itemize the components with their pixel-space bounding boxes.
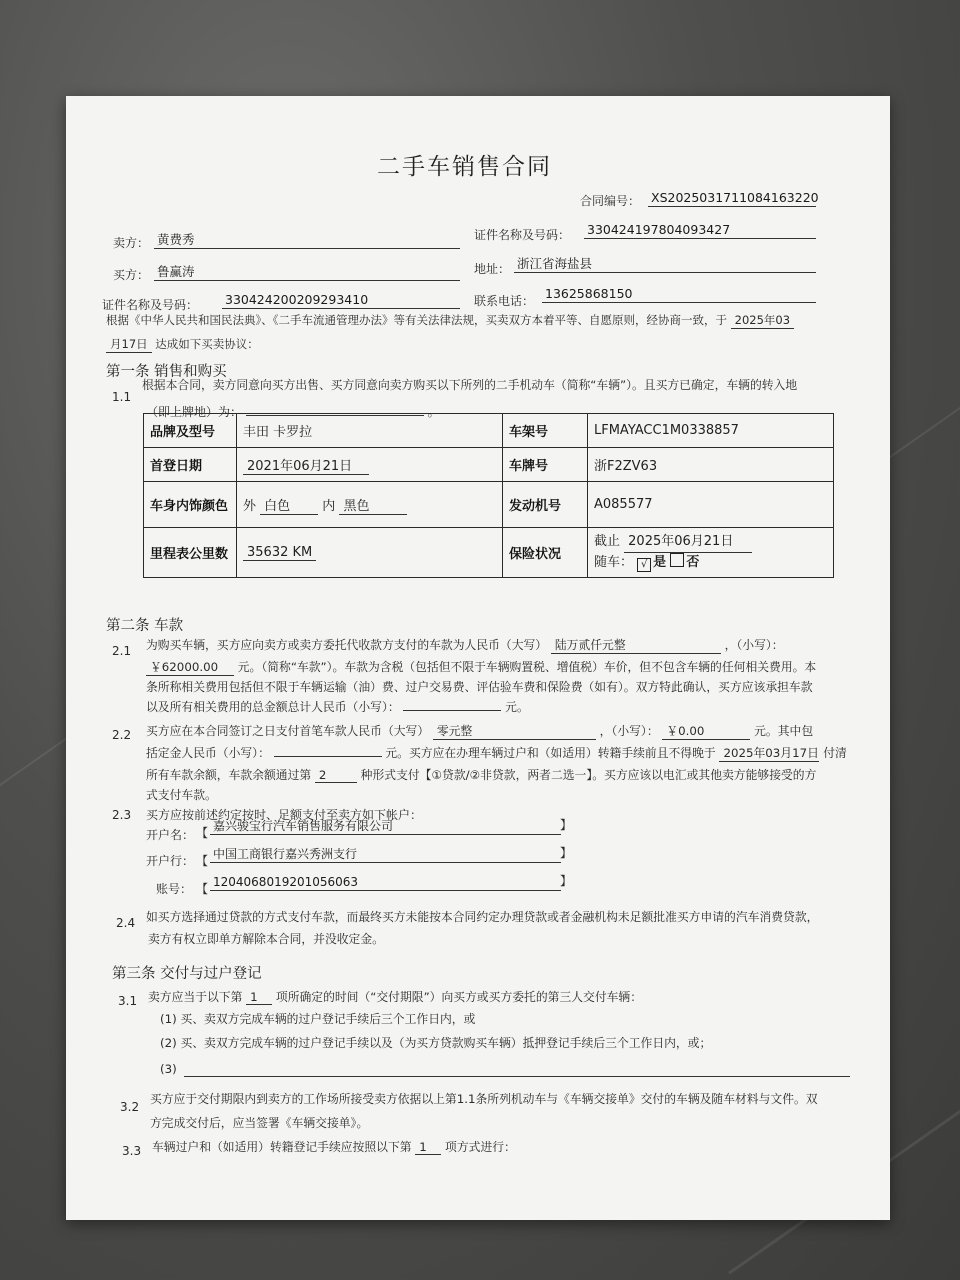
clause-2-3-number: 2.3 xyxy=(112,808,132,822)
plate-value: 浙F2ZV63 xyxy=(588,448,834,482)
mileage-value xyxy=(243,545,316,561)
article3-heading: 第三条 交付与过户登记 xyxy=(112,966,262,982)
price-lower-field: ￥62000.00 xyxy=(146,658,234,676)
brand-value: 丰田 卡罗拉 xyxy=(237,414,503,448)
interior-color: 黑色 xyxy=(339,495,407,515)
exterior-color: 白色 xyxy=(260,495,318,515)
delivery-option-2: (2) 买、卖双方完成车辆的过户登记手续以及（为买方贷款购买车辆）抵押登记手续后三个工作日内，或； xyxy=(160,1036,712,1050)
clause-end: 。 xyxy=(427,405,440,419)
delivery-text: 项所确定的时间（“交付期限”）向买方或买方委托的第三人交付车辆： xyxy=(275,990,643,1004)
clause-2-4-line2: 卖方有权立即单方解除本合同，并没收定金。 xyxy=(148,932,384,946)
plate-label: 车牌号 xyxy=(503,448,588,482)
down-payment-lower: ￥0.00 xyxy=(662,722,750,740)
clause-2-1-number: 2.1 xyxy=(112,644,132,658)
first-registration-label: 首登日期 xyxy=(144,448,237,482)
seller-id-field: 330424197804093427 xyxy=(584,222,816,239)
clause-3-2-number: 3.2 xyxy=(120,1100,140,1114)
bank-close: 】 xyxy=(560,846,573,860)
transfer-method-text: 项方式进行： xyxy=(445,1140,516,1154)
transfer-location-label: （即上牌地）为： xyxy=(146,405,243,419)
clause-3-3-line1 xyxy=(152,1138,516,1155)
account-no-label: 账号： xyxy=(156,882,193,896)
total-fees-label: 以及所有相关费用的总金额总计人民币（小写）： xyxy=(146,700,400,714)
deposit-field xyxy=(274,744,382,757)
first-registration-cell xyxy=(237,448,503,482)
engine-value: A085577 xyxy=(588,482,834,528)
down-payment-upper: 零元整 xyxy=(433,722,596,740)
document-title: 二手车销售合同 xyxy=(377,154,552,180)
vin-value: LFMAYACC1M0338857 xyxy=(588,414,834,448)
clause-2-4-line1: 如买方选择通过贷款的方式支付车款，而最终买方未能按本合同约定办理贷款或者金融机构未足额批准买方申请的汽车消费贷款， xyxy=(146,910,819,924)
clause-2-2-number: 2.2 xyxy=(112,728,132,742)
clause-2-1-line1 xyxy=(146,636,784,654)
payment-method-field: 2 xyxy=(315,768,357,783)
contract-no-field: XS2025031711084163220 xyxy=(648,190,816,207)
color-cell xyxy=(237,482,503,528)
clause-3-3-number: 3.3 xyxy=(122,1144,142,1158)
total-fees-unit: 元。 xyxy=(505,700,529,714)
down-payment-label: 买方应在本合同签订之日支付首笔车款人民币（大写） xyxy=(146,724,430,738)
exterior-prefix: 外 xyxy=(243,498,257,514)
brand-label: 品牌及型号 xyxy=(144,414,237,448)
clause-2-1-line4 xyxy=(146,698,529,715)
vin-label: 车架号 xyxy=(503,414,588,448)
deposit-text: 元。买方应在办理车辆过户和（如适用）转籍手续前且不得晚于 xyxy=(385,746,716,760)
transfer-method-label: 车辆过户和（如适用）转籍登记手续应按照以下第 xyxy=(152,1140,412,1154)
no-checkbox xyxy=(670,553,684,567)
vehicle-info-table xyxy=(143,413,834,578)
table-row xyxy=(144,448,834,482)
delivery-option-1: (1) 买、卖双方完成车辆的过户登记手续后三个工作日内，或 xyxy=(160,1012,476,1026)
insurance-until-date: 2025年06月21日 xyxy=(624,532,752,553)
interior-prefix: 内 xyxy=(322,498,336,514)
clause-2-2-line3 xyxy=(146,766,816,783)
account-name-field: 嘉兴骏宝行汽车销售服务有限公司 xyxy=(210,818,561,835)
price-upper-field: 陆万贰仟元整 xyxy=(551,636,721,654)
insurance-label: 保险状况 xyxy=(503,528,588,578)
clause-3-1-number: 3.1 xyxy=(118,994,138,1008)
clause-2-4-number: 2.4 xyxy=(116,916,136,930)
down-payment-text: 元。其中包 xyxy=(754,724,814,738)
delivery-option-3: (3) xyxy=(160,1062,177,1076)
article2-heading: 第二条 车款 xyxy=(106,618,184,634)
insurance-cell xyxy=(588,528,834,578)
buyer-label: 买方： xyxy=(113,268,150,282)
preamble-line1: 根据《中华人民共和国民法典》、《二手车流通管理办法》等有关法律法规，买卖双方本着平等、自愿原则，经协商一致，于 xyxy=(106,313,727,327)
price-text-2: 元。（简称“车款”）。车款为含税（包括但不限于车辆购置税、增值税）车价，但不包含车辆的任何相关费用。本 xyxy=(237,660,817,674)
contract-no-label: 合同编号： xyxy=(580,194,641,208)
preamble-date-year: 2025年03 xyxy=(731,312,794,329)
preamble-text xyxy=(106,312,794,329)
first-registration-value: 2021年06月21日 xyxy=(243,455,369,475)
account-name-close: 】 xyxy=(560,818,573,832)
contract-page xyxy=(66,96,890,1220)
phone-field: 13625868150 xyxy=(542,286,816,303)
account-no-open: 【 xyxy=(196,882,209,896)
buyer-id-label: 证件名称及号码： xyxy=(102,298,199,312)
mileage-cell xyxy=(237,528,503,578)
seller-name-field: 黄费秀 xyxy=(154,232,460,249)
yes-label: 是 xyxy=(653,555,667,570)
clause-2-3-line1: 买方应按前述约定按时、足额支付至卖方如下帐户： xyxy=(146,808,423,822)
address-field: 浙江省海盐县 xyxy=(514,256,816,273)
mileage-label: 里程表公里数 xyxy=(144,528,237,578)
balance-deadline: 2025年03月17日 xyxy=(719,744,819,762)
seller-id-label: 证件名称及号码： xyxy=(474,228,571,242)
delivery-item-field: 1 xyxy=(246,990,272,1005)
table-row xyxy=(144,414,834,448)
transfer-method-field: 1 xyxy=(415,1140,441,1155)
deposit-label: 括定金人民币（小写）： xyxy=(146,746,270,760)
seller-label: 卖方： xyxy=(113,236,150,250)
price-text: 为购买车辆，买方应向卖方或卖方委托代收款方支付的车款为人民币（大写） xyxy=(146,638,548,652)
mileage-unit: KM xyxy=(292,544,313,560)
preamble-date-day: 月17日 xyxy=(106,336,152,353)
table-row xyxy=(144,528,834,578)
account-name-open: 【 xyxy=(196,826,209,840)
buyer-id-field: 330424200209293410 xyxy=(222,292,460,309)
mileage-number: 35632 xyxy=(247,544,289,560)
account-no-field: 1204068019201056063 xyxy=(210,874,561,891)
clause-2-2-line2 xyxy=(146,744,847,762)
account-no-close: 】 xyxy=(560,874,573,888)
insurance-until-label: 截止 xyxy=(594,534,621,549)
bank-field: 中国工商银行嘉兴秀洲支行 xyxy=(210,846,561,863)
no-label: 否 xyxy=(686,555,700,570)
yes-checkbox: √ xyxy=(637,558,651,572)
article1-heading: 第一条 销售和购买 xyxy=(106,364,227,380)
clause-2-1-line3: 条所称相关费用包括但不限于车辆运输（油）费、过户交易费、评估验车费和保险费（如有）。双方特此确认，买方应该承担车款 xyxy=(146,680,813,694)
clause-3-2-line1: 买方应于交付期限内到卖方的工作场所接受卖方依据以上第1.1条所列机动车与《车辆交接单》交付的车辆及随车材料与文件。双 xyxy=(150,1092,818,1106)
clause-3-1-line1 xyxy=(148,988,642,1005)
total-fees-field xyxy=(403,698,501,711)
with-car-label: 随车： xyxy=(594,555,634,570)
address-label: 地址： xyxy=(474,262,511,276)
buyer-name-field: 鲁赢涛 xyxy=(154,264,460,281)
deposit-text-end: 付清 xyxy=(823,746,847,760)
preamble-line2 xyxy=(106,336,259,353)
down-payment-lower-label: ，（小写）： xyxy=(599,724,659,738)
clause-1-1-number: 1.1 xyxy=(112,390,132,404)
table-row xyxy=(144,482,834,528)
bank-label: 开户行： xyxy=(146,854,195,868)
clause-2-2-line4: 式支付车款。 xyxy=(146,788,217,802)
delivery-item-label: 卖方应当于以下第 xyxy=(148,990,243,1004)
delivery-option-3-field xyxy=(184,1060,850,1077)
price-text-lower-label: ，（小写）： xyxy=(724,638,784,652)
bank-open: 【 xyxy=(196,854,209,868)
clause-3-2-line2: 方完成交付后，应当签署《车辆交接单》。 xyxy=(150,1116,369,1130)
payment-method-label: 所有车款余额，车款余额通过第 xyxy=(146,768,312,782)
phone-label: 联系电话： xyxy=(474,294,535,308)
account-name-label: 开户名： xyxy=(146,828,195,842)
engine-label: 发动机号 xyxy=(503,482,588,528)
clause-1-1-line1: 根据本合同，卖方同意向买方出售、买方同意向卖方购买以下所列的二手机动车（简称“车辆”）。且买方已确定，车辆的转入地 xyxy=(142,378,798,392)
payment-method-text: 种形式支付【①贷款/②非贷款，两者二选一】。买方应该以电汇或其他卖方能够接受的方 xyxy=(360,768,817,782)
color-label: 车身内饰颜色 xyxy=(144,482,237,528)
clause-2-1-line2 xyxy=(146,658,816,676)
clause-2-2-line1 xyxy=(146,722,813,740)
preamble-end: 达成如下买卖协议： xyxy=(155,337,259,351)
